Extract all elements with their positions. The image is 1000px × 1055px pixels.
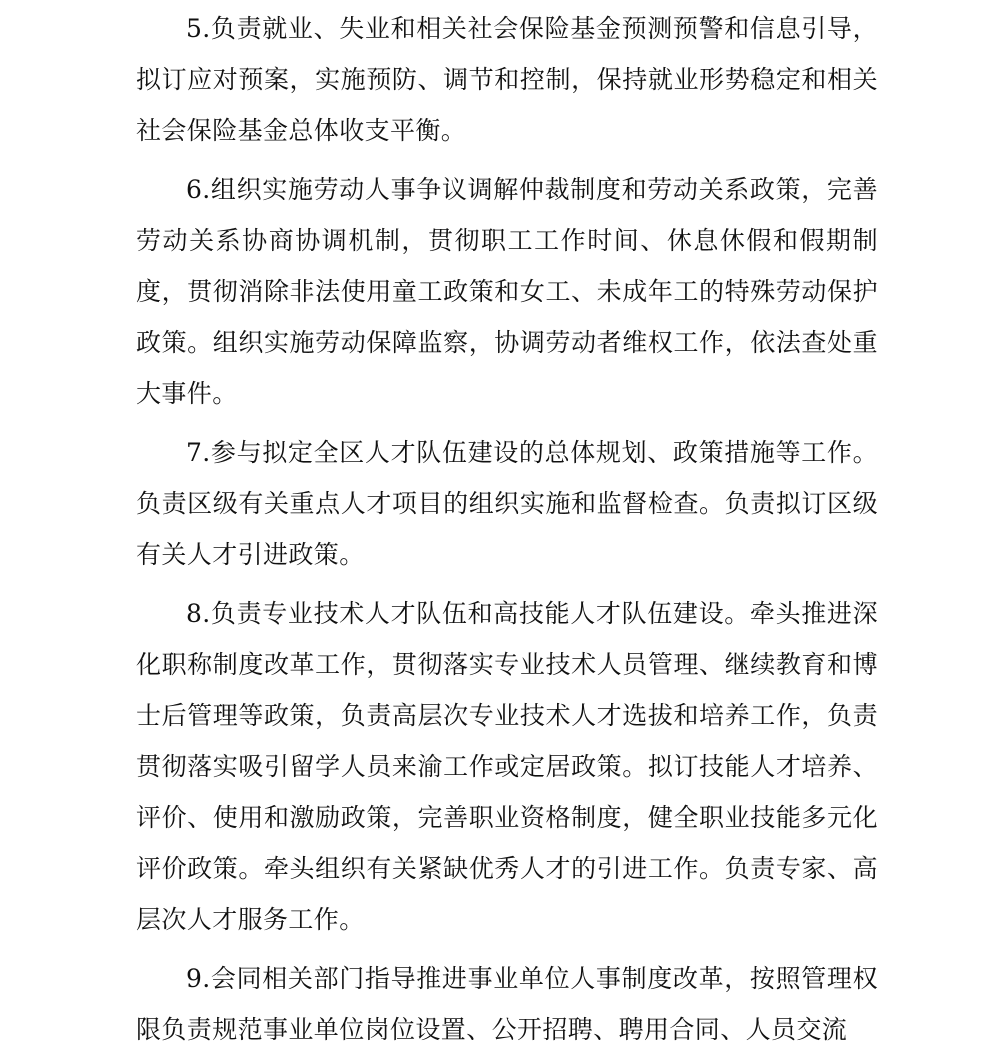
document-page: [136, 0, 878, 1044]
paragraph-item-8: 8.负责专业技术人才队伍和高技能人才队伍建设。牵头推进深化职称制度改革工作，贯彻落实专业技术人员管理、继续教育和博士后管理等政策，负责高层次专业技术人才选拔和培养工作，负责贯彻落实吸引留学人员来渝工作或定居政策。拟订技能人才培养、评价、使用和激励政策，完善职业资格制度，健全职业技能多元化评价政策。牵头组织有关紧缺优秀人才的引进工作。负责专家、高层次人才服务工作。: [136, 599, 878, 934]
paragraph-item-9: 9.会同相关部门指导推进事业单位人事制度改革，按照管理权限负责规范事业单位岗位设置、公开招聘、聘用合同、人员交流: [136, 964, 878, 1044]
paragraph-item-5: 5.负责就业、失业和相关社会保险基金预测预警和信息引导，拟订应对预案，实施预防、调节和控制，保持就业形势稳定和相关社会保险基金总体收支平衡。: [136, 14, 878, 145]
paragraph-item-6: 6.组织实施劳动人事争议调解仲裁制度和劳动关系政策，完善劳动关系协商协调机制，贯彻职工工作时间、休息休假和假期制度，贯彻消除非法使用童工政策和女工、未成年工的特殊劳动保护政策。组织实施劳动保障监察，协调劳动者维权工作，依法查处重大事件。: [136, 175, 878, 408]
paragraph-item-7: 7.参与拟定全区人才队伍建设的总体规划、政策措施等工作。负责区级有关重点人才项目的组织实施和监督检查。负责拟订区级有关人才引进政策。: [136, 438, 878, 569]
